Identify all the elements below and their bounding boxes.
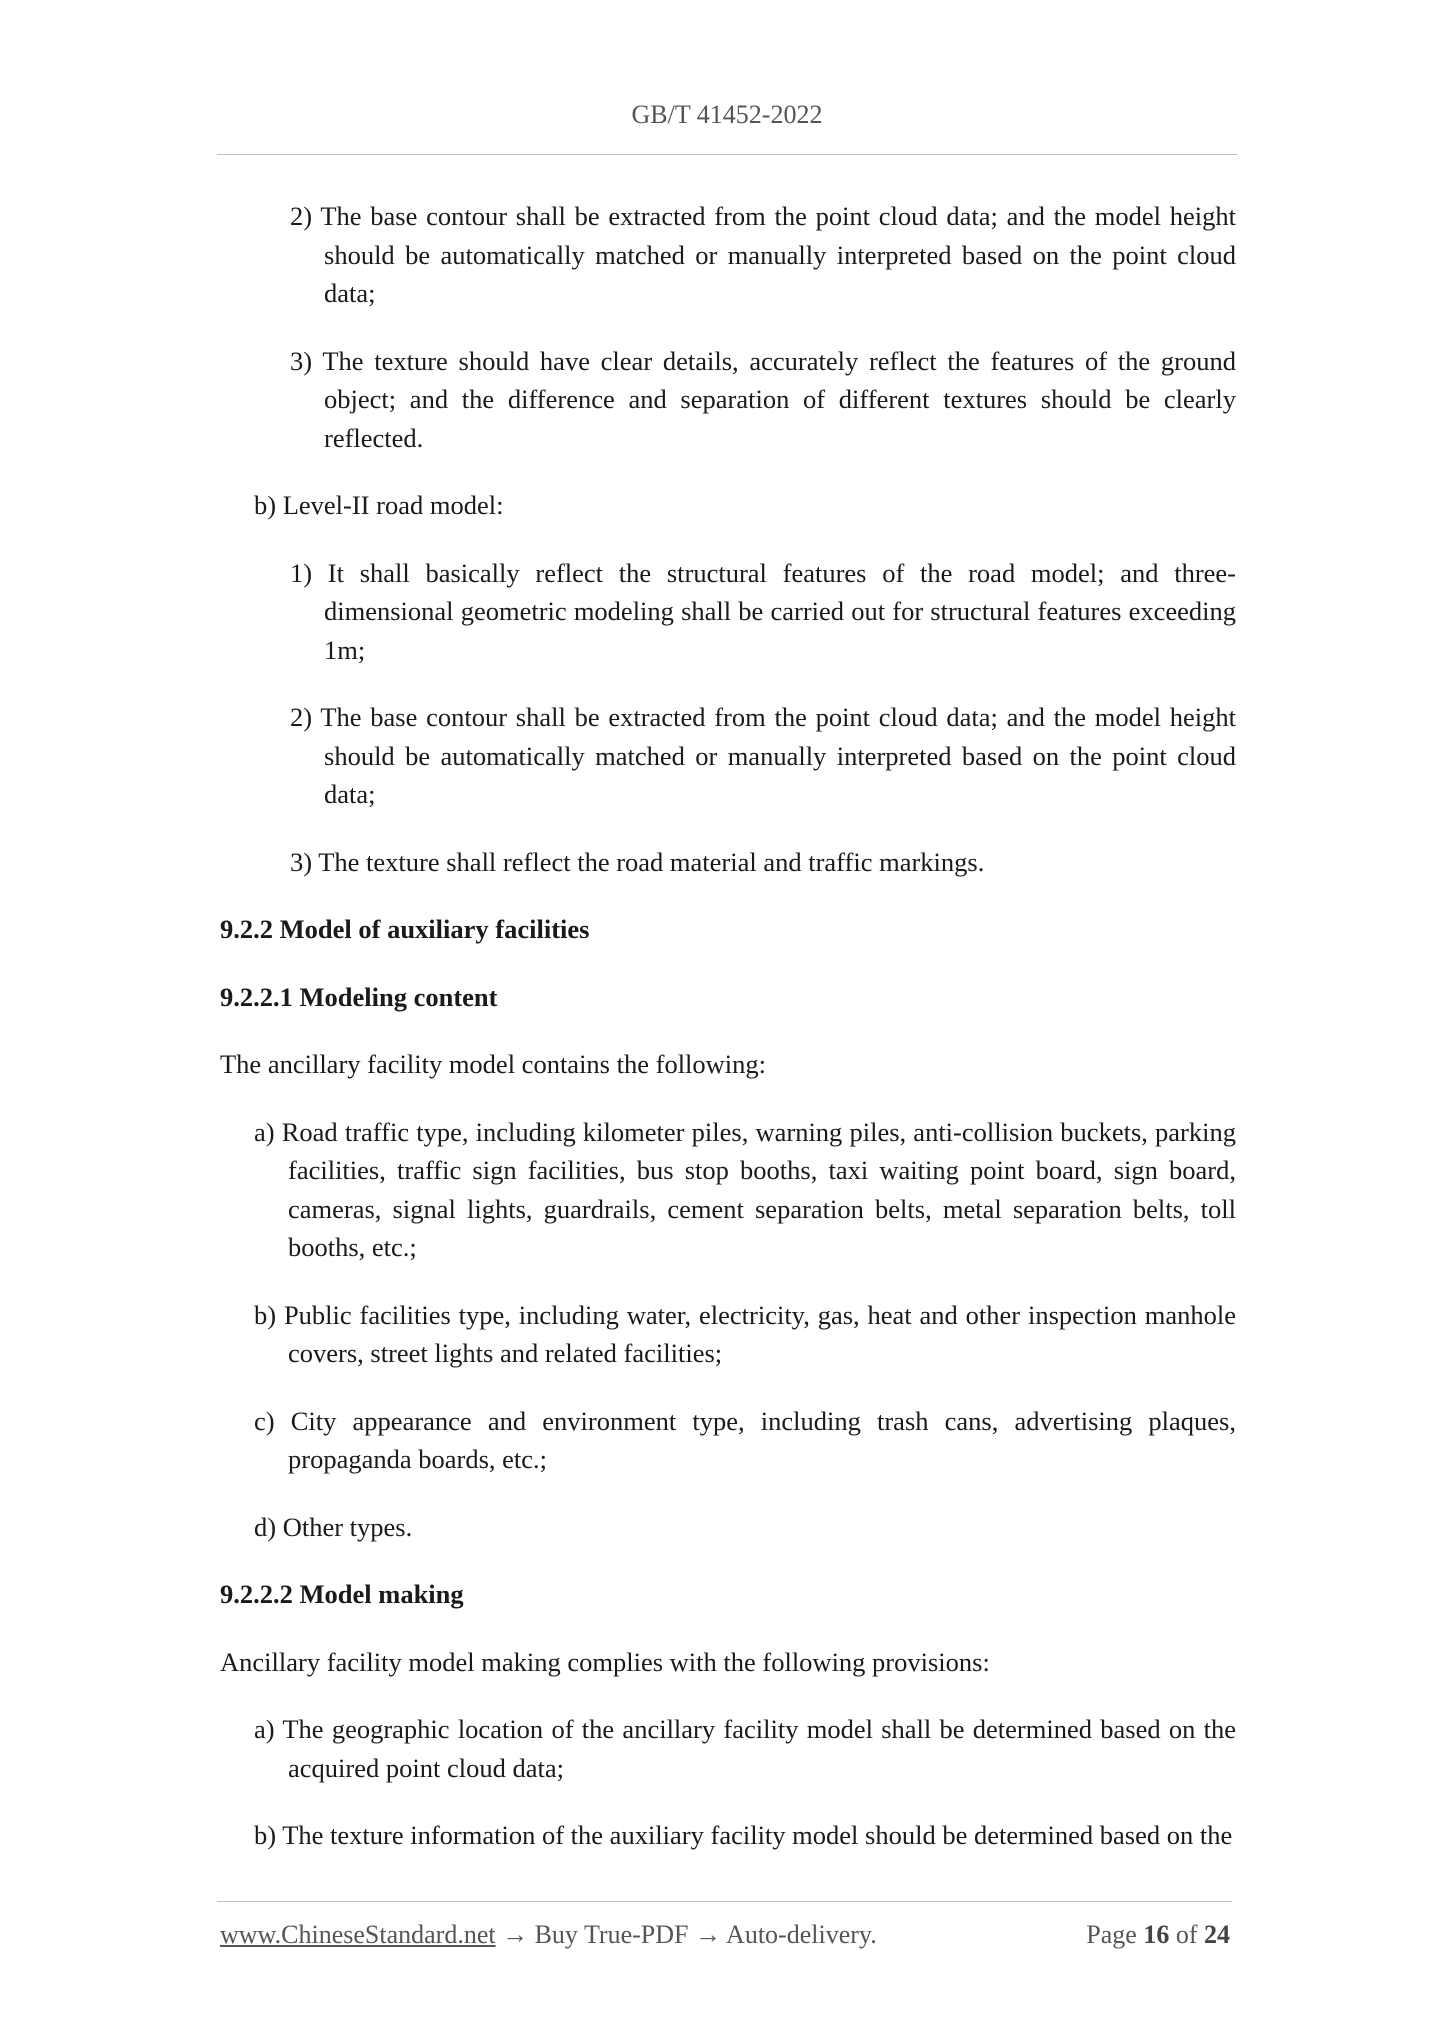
page-label: Page (1086, 1920, 1137, 1949)
page-footer (220, 1920, 1230, 1950)
list-item: c) City appearance and environment type, including trash cans, advertising plaques, propaganda boards, etc.; (254, 1405, 1236, 1474)
list-item: a) Road traffic type, including kilometer piles, warning piles, anti-collision buckets, parking facilities, traffic sign facilities, bus stop booths, taxi waiting point board, sign board, cameras, signal lights, guardrails, cement separation belts, metal separation belts, toll booths, etc.; (254, 1116, 1236, 1262)
list-item: 3) The texture shall reflect the road material and traffic markings. (290, 846, 985, 877)
document-body (220, 197, 1236, 1884)
list-item: d) Other types. (254, 1511, 413, 1542)
list-item: 3) The texture should have clear details, accurately reflect the features of the ground object; and the difference and separation of different textures should be clearly reflected. (290, 345, 1236, 453)
list-item: 1) It shall basically reflect the structural features of the road model; and three-dimensional geometric modeling shall be carried out for structural features exceeding 1m; (290, 557, 1236, 665)
list-item: b) Level-II road model: (254, 490, 504, 520)
list-item: 2) The base contour shall be extracted from the point cloud data; and the model height should be automatically matched or manually interpreted based on the point cloud data; (290, 702, 1236, 809)
header-divider (217, 154, 1237, 155)
paragraph: The ancillary facility model contains the following: (220, 1049, 767, 1079)
of-label: of (1175, 1920, 1198, 1949)
paragraph: Ancillary facility model making complies with the following provisions: (220, 1646, 990, 1677)
section-heading: 9.2.2 Model of auxiliary facilities (220, 914, 590, 944)
document-header: GB/T 41452-2022 (631, 100, 823, 129)
page-indicator (1086, 1920, 1230, 1950)
subsection-heading: 9.2.2.2 Model making (220, 1579, 464, 1609)
list-item: 2) The base contour shall be extracted from the point cloud data; and the model height should be automatically matched or manually interpreted based on the point cloud data; (290, 201, 1236, 308)
subsection-heading: 9.2.2.1 Modeling content (220, 981, 498, 1012)
list-item: b) Public facilities type, including water, electricity, gas, heat and other inspection manhole covers, street lights and related facilities; (254, 1299, 1236, 1368)
list-item: b) The texture information of the auxiliary facility model should be determined based on the (254, 1820, 1233, 1850)
website-link[interactable]: www.ChineseStandard.net (220, 1920, 496, 1949)
page-total: 24 (1204, 1920, 1230, 1949)
footer-divider (217, 1901, 1232, 1902)
page-number: 16 (1143, 1920, 1170, 1949)
footer-promo: → Buy True-PDF → Auto-delivery. (495, 1920, 877, 1949)
list-item: a) The geographic location of the ancillary facility model shall be determined based on the acquired point cloud data; (254, 1714, 1236, 1783)
